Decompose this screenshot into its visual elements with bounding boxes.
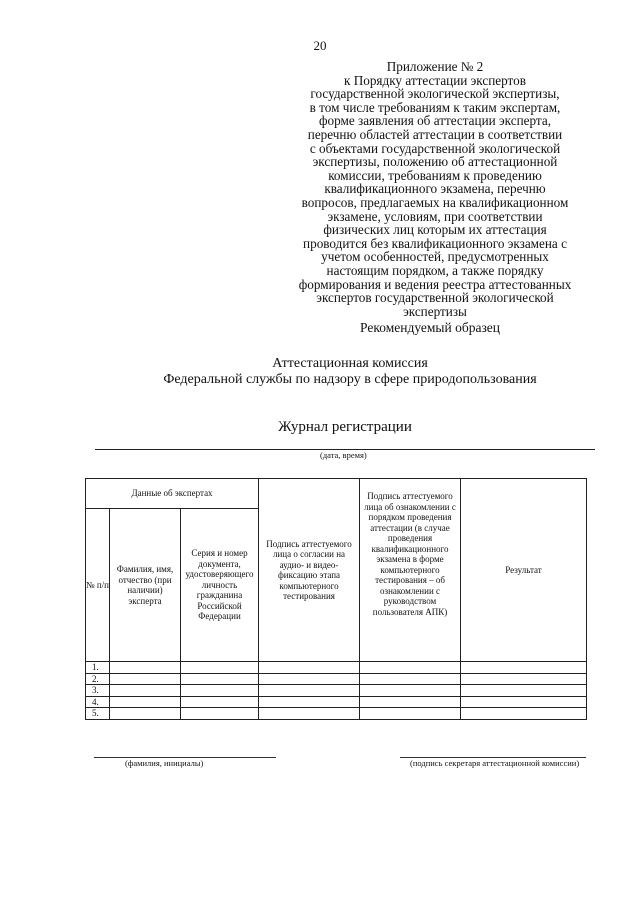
table-cell [110,708,181,720]
table-cell [259,696,360,708]
header-row-number: № п/п [86,509,110,662]
table-cell [181,673,259,685]
table-row [86,696,587,708]
appendix-line: форме заявления об аттестации эксперта, [318,113,552,129]
table-cell [181,708,259,720]
appendix-line: комиссии, требованиям к проведению [328,167,542,183]
recommended-sample-label: Рекомендуемый образец [360,320,501,335]
header-document: Серия и номер документа, удостоверяющего личность гражданина Российской Федерации [181,509,259,662]
appendix-line: настоящим порядком, а также порядку [326,262,544,278]
appendix-line: перечню областей аттестации в соответствии [307,126,563,142]
table-cell [360,662,461,674]
commission-line-1: Аттестационная комиссия [272,356,428,371]
appendix-line: экспертизы, положению об аттестационной [312,154,558,170]
header-ack-signature: Подпись аттестуемого лица об ознакомлении с порядком проведения аттестации (в случае проведения квалификационного экзамена в форме компьютерного тестирования – об ознакомлении с руководством пользователя АПК) [360,479,461,662]
row-number: 4. [86,696,110,708]
page-number: 20 [313,38,327,53]
row-number: 1. [86,662,110,674]
row-number: 5. [86,708,110,720]
secretary-caption: (подпись секретаря аттестационной комиссии) [410,758,580,768]
commission-line-2: Федеральной службы по надзору в сфере природопользования [163,372,537,387]
appendix-line: с объектами государственной экологической [309,140,561,156]
table-cell [259,708,360,720]
table-cell [360,685,461,697]
table-cell [110,673,181,685]
appendix-line: экзамене, условиям, при соответствии [327,208,543,224]
table-row [86,662,587,674]
header-full-name: Фамилия, имя, отчество (при наличии) эксперта [110,509,181,662]
table-cell [181,685,259,697]
table-cell [110,696,181,708]
table-row [86,673,587,685]
header-consent-signature: Подпись аттестуемого лица о согласии на аудио- и видео-фиксацию этапа компьютерного тестирования [259,479,360,662]
registration-table [85,478,587,720]
table-cell [181,696,259,708]
appendix-line: учетом особенностей, предусмотренных [321,249,549,265]
name-caption: (фамилия, инициалы) [125,758,204,768]
table-cell [461,673,587,685]
appendix-line: проводится без квалификационного экзамена с [303,235,567,251]
row-number: 2. [86,673,110,685]
appendix-line: физических лиц которым их аттестация [323,222,547,238]
table-row [86,708,587,720]
row-number: 3. [86,685,110,697]
appendix-line: формирования и ведения реестра аттестованных [298,276,572,292]
commission-heading [0,356,640,388]
table-cell [259,685,360,697]
table-cell [181,662,259,674]
table-cell [360,696,461,708]
header-expert-data: Данные об экспертах [86,479,259,509]
table-cell [110,662,181,674]
appendix-line: экспертов государственной экологической [316,290,554,306]
appendix-line: Приложение № 2 [386,59,484,74]
table-cell [259,662,360,674]
table-cell [461,708,587,720]
appendix-line: вопросов, предлагаемых на квалификационном [301,194,569,210]
appendix-line: экспертизы [403,303,467,319]
table-cell [360,673,461,685]
table-cell [461,696,587,708]
table-cell [461,662,587,674]
table-cell [259,673,360,685]
appendix-line: в том числе требованиям к таким экспертам, [309,99,561,115]
date-caption: (дата, время) [320,450,367,460]
table-row [86,685,587,697]
table-cell [360,708,461,720]
appendix-block [280,60,590,318]
appendix-line: государственной экологической экспертизы, [310,86,560,102]
journal-title: Журнал регистрации [278,419,412,435]
header-result: Результат [461,479,587,662]
appendix-line: квалификационного экзамена, перечню [324,181,546,197]
table-cell [110,685,181,697]
appendix-line: к Порядку аттестации экспертов [344,72,526,88]
table-cell [461,685,587,697]
